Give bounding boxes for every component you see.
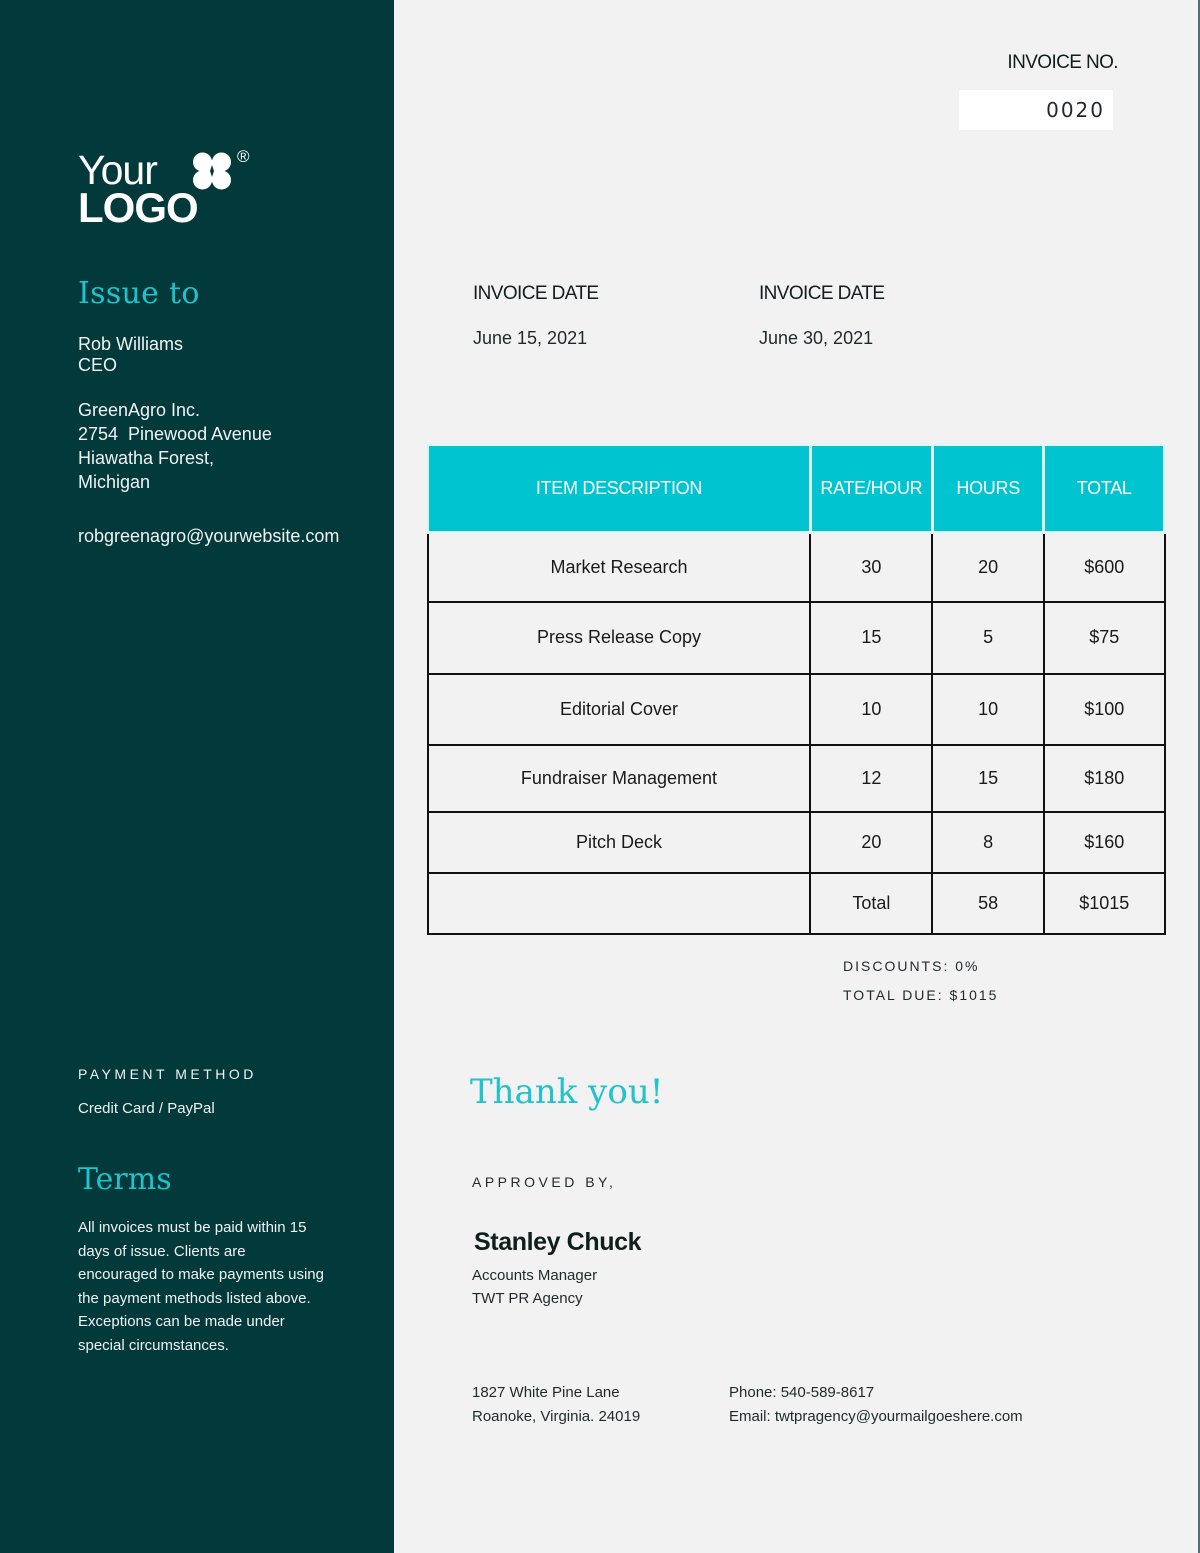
- item-total: $100: [1044, 674, 1165, 745]
- item-description: Editorial Cover: [428, 674, 811, 745]
- item-rate: 10: [810, 674, 932, 745]
- item-total: $180: [1044, 745, 1165, 812]
- client-name: Rob Williams: [78, 334, 184, 354]
- terms-heading: Terms: [78, 1162, 172, 1197]
- table-row: [428, 602, 1165, 674]
- payment-method-heading: PAYMENT METHOD: [78, 1066, 257, 1082]
- table-row: [428, 812, 1165, 873]
- invoice-number-value: 0020: [959, 90, 1113, 130]
- discounts: DISCOUNTS: 0%: [843, 958, 980, 974]
- item-description: Fundraiser Management: [428, 745, 811, 812]
- header-hours: HOURS: [932, 445, 1044, 533]
- item-description: Market Research: [428, 533, 811, 602]
- issue-to-heading: Issue to: [78, 276, 200, 311]
- payment-method-value: Credit Card / PayPal: [78, 1100, 215, 1117]
- client-address-line2: Hiawatha Forest,: [78, 448, 215, 468]
- item-hours: 10: [932, 674, 1044, 745]
- approver-company: TWT PR Agency: [472, 1290, 583, 1307]
- invoice-date-label: INVOICE DATE: [473, 283, 599, 304]
- client-contact: [78, 334, 183, 376]
- client-email[interactable]: robgreenagro@yourwebsite.com: [78, 526, 340, 546]
- item-description: Press Release Copy: [428, 602, 811, 674]
- thank-you-heading: Thank you!: [470, 1072, 664, 1112]
- table-header-row: [428, 445, 1165, 533]
- item-description: Pitch Deck: [428, 812, 811, 873]
- item-hours: 5: [932, 602, 1044, 674]
- client-address-line3: Michigan: [78, 472, 151, 492]
- invoice-items-table: [426, 443, 1166, 935]
- logo-text-your: Your: [78, 147, 157, 193]
- invoice-number-label: INVOICE NO.: [1007, 52, 1118, 73]
- total-hours: 58: [932, 873, 1044, 934]
- item-hours: 8: [932, 812, 1044, 873]
- total-row-label: Total: [810, 873, 932, 934]
- total-due: TOTAL DUE: $1015: [843, 987, 999, 1003]
- due-date-value: June 30, 2021: [759, 328, 874, 348]
- item-rate: 30: [810, 533, 932, 602]
- item-rate: 15: [810, 602, 932, 674]
- approver-name: Stanley Chuck: [474, 1228, 642, 1256]
- item-total: $75: [1044, 602, 1165, 674]
- company-logo: [78, 148, 268, 230]
- table-row: [428, 533, 1165, 602]
- item-hours: 20: [932, 533, 1044, 602]
- table-total-row: [428, 873, 1165, 934]
- footer-address-line2: Roanoke, Virginia. 24019: [472, 1408, 641, 1425]
- total-row-empty-cell: [428, 873, 811, 934]
- item-total: $600: [1044, 533, 1165, 602]
- item-total: $160: [1044, 812, 1165, 873]
- registered-trademark-mark: ®: [237, 147, 250, 166]
- approved-by-label: APPROVED BY,: [472, 1174, 617, 1190]
- footer-phone[interactable]: Phone: 540-589-8617: [729, 1384, 875, 1401]
- item-rate: 20: [810, 812, 932, 873]
- due-date-label: INVOICE DATE: [759, 283, 885, 304]
- item-hours: 15: [932, 745, 1044, 812]
- client-title: CEO: [78, 355, 118, 375]
- client-company: GreenAgro Inc.: [78, 400, 201, 420]
- logo-text-logo: LOGO: [78, 184, 198, 231]
- four-petal-flower-icon: [192, 152, 232, 190]
- header-rate-hour: RATE/HOUR: [810, 445, 932, 533]
- client-address-line1: 2754 Pinewood Avenue: [78, 424, 272, 444]
- terms-body: All invoices must be paid within 15 days of issue. Clients are encouraged to make payments using the payment methods listed above. Exceptions can be made under special circumstances.: [78, 1219, 324, 1354]
- approver-title: Accounts Manager: [472, 1267, 598, 1284]
- client-address: [78, 398, 272, 494]
- table-row: [428, 745, 1165, 812]
- header-total: TOTAL: [1044, 445, 1165, 533]
- footer-address-line1: 1827 White Pine Lane: [472, 1384, 620, 1401]
- item-rate: 12: [810, 745, 932, 812]
- invoice-date-value: June 15, 2021: [473, 328, 588, 348]
- table-row: [428, 674, 1165, 745]
- sidebar: [0, 0, 394, 1553]
- footer-email[interactable]: Email: twtpragency@yourmailgoeshere.com: [729, 1408, 1023, 1425]
- header-item-description: ITEM DESCRIPTION: [428, 445, 811, 533]
- total-amount: $1015: [1044, 873, 1165, 934]
